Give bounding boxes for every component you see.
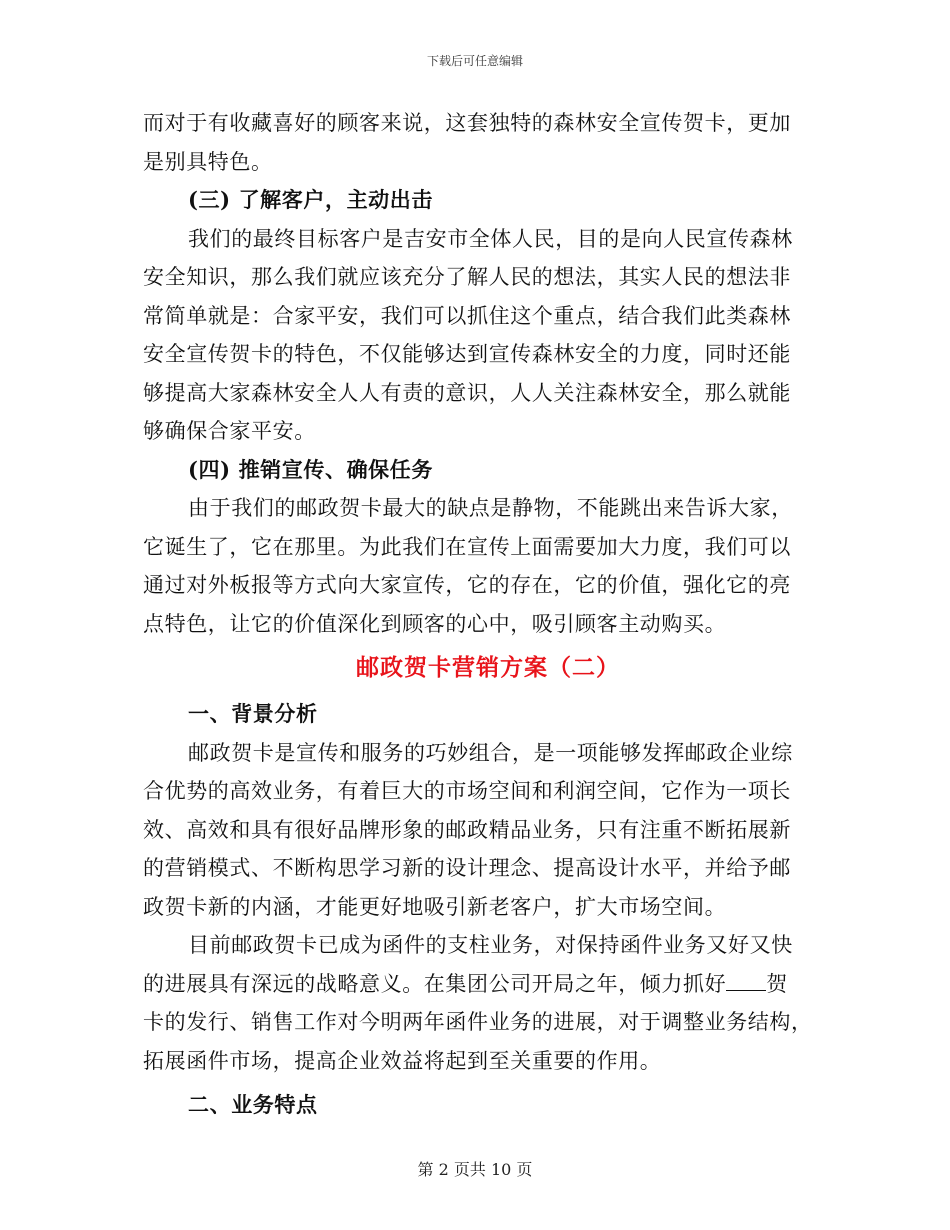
body-line: 而对于有收藏喜好的顾客来说，这套独特的森林安全宣传贺卡，更加 — [143, 111, 791, 135]
body-line: 点特色，让它的价值深化到顾客的心中，吸引顾客主动购买。 — [143, 611, 727, 636]
section-heading-4: (四) 推销宣传、确保任务 — [188, 456, 433, 482]
body-line: 通过对外板报等方式向大家宣传，它的存在，它的价值，强化它的亮 — [143, 573, 791, 597]
body-line: 邮政贺卡是宣传和服务的巧妙组合，是一项能够发挥邮政企业综 — [188, 740, 793, 765]
document-body — [143, 104, 813, 1125]
body-line: 安全宣传贺卡的特色，不仅能够达到宣传森林安全的力度，同时还能 — [143, 342, 791, 366]
body-line: 目前邮政贺卡已成为函件的支柱业务，对保持函件业务又好又快 — [188, 933, 793, 957]
page-footer: 第 2 页共 10 页 — [417, 1160, 533, 1179]
body-line: 政贺卡新的内涵，才能更好地吸引新老客户，扩大市场空间。 — [143, 894, 727, 919]
body-line-with-blank — [143, 965, 813, 1004]
body-line: 够确保合家平安。 — [143, 419, 316, 443]
body-line: 它诞生了，它在那里。为此我们在宣传上面需要加大力度，我们可以 — [143, 534, 791, 559]
body-line: 常简单就是：合家平安，我们可以抓住这个重点，结合我们此类森林 — [143, 303, 791, 328]
body-line: 效、高效和具有很好品牌形象的邮政精品业务，只有注重不断拓展新 — [143, 817, 791, 842]
document-title: 邮政贺卡营销方案（二） — [356, 654, 620, 681]
part-heading-1: 一、背景分析 — [188, 701, 318, 726]
body-line: 卡的发行、销售工作对今明两年函件业务的进展，对于调整业务结构， — [143, 1010, 813, 1034]
part-heading-2: 二、业务特点 — [188, 1092, 318, 1117]
body-text: 的进展具有深远的战略意义。在集团公司开局之年，倾力抓好 — [143, 971, 727, 996]
body-line: 拓展函件市场，提高企业效益将起到至关重要的作用。 — [143, 1048, 662, 1073]
body-line: 我们的最终目标客户是吉安市全体人民，目的是向人民宣传森林 — [188, 226, 793, 251]
body-line: 是别具特色。 — [143, 149, 273, 174]
fill-blank — [726, 968, 766, 991]
body-line: 由于我们的邮政贺卡最大的缺点是静物，不能跳出来告诉大家， — [188, 496, 793, 520]
body-line: 合优势的高效业务，有着巨大的市场空间和利润空间，它作为一项长 — [143, 779, 791, 803]
section-heading-3: (三) 了解客户，主动出击 — [188, 187, 433, 212]
page-header: 下载后可任意编辑 — [426, 54, 523, 68]
body-line: 够提高大家森林安全人人有责的意识，人人关注森林安全，那么就能 — [143, 380, 791, 405]
body-line: 的营销模式、不断构思学习新的设计理念、提高设计水平，并给予邮 — [143, 856, 791, 880]
body-text: 贺 — [766, 971, 788, 996]
body-line: 安全知识，那么我们就应该充分了解人民的想法，其实人民的想法非 — [143, 265, 791, 289]
